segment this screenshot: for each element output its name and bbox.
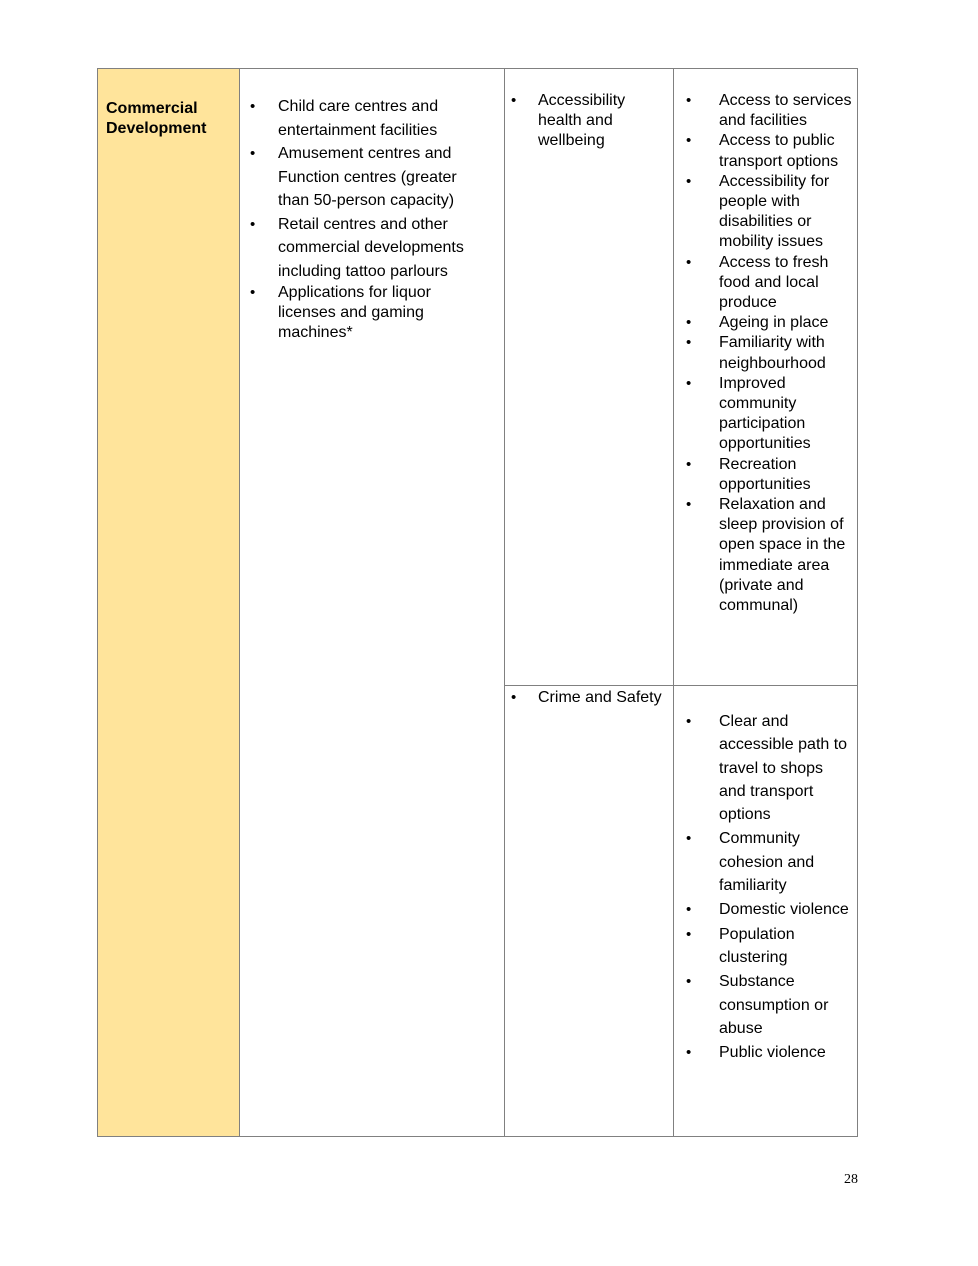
theme-list	[505, 686, 673, 708]
theme-list	[505, 69, 673, 151]
list-item: • Child care centres and entertainment facilities	[278, 95, 490, 142]
list-item: • Access to services and facilities	[719, 91, 853, 131]
list-item: • Access to public transport options	[719, 131, 853, 171]
theme-cell	[505, 69, 674, 686]
details-cell	[674, 686, 858, 1137]
list-item: • Accessibility for people with disabilities or mobility issues	[719, 172, 853, 253]
table-row	[98, 69, 858, 686]
list-item: • Relaxation and sleep provision of open space in the immediate area (private and communal)	[719, 495, 853, 616]
examples-cell	[240, 69, 505, 1137]
list-item: • Domestic violence	[719, 898, 853, 921]
list-item: • Community cohesion and familiarity	[719, 827, 853, 897]
page-number: 28	[844, 1172, 858, 1187]
list-item: • Clear and accessible path to travel to shops and transport options	[719, 710, 853, 826]
list-item: • Ageing in place	[719, 313, 853, 333]
category-label: Commercial Development	[106, 100, 207, 137]
list-item: • Applications for liquor licenses and gaming machines*	[278, 283, 490, 343]
list-item: • Recreation opportunities	[719, 455, 853, 495]
impact-assessment-table	[97, 68, 858, 1137]
category-cell	[98, 69, 240, 1137]
details-cell	[674, 69, 858, 686]
details-list	[674, 69, 857, 616]
list-item: • Retail centres and other commercial developments including tattoo parlours	[278, 213, 490, 284]
list-item: • Amusement centres and Function centres (greater than 50-person capacity)	[278, 142, 490, 213]
theme-cell	[505, 686, 674, 1137]
list-item: • Population clustering	[719, 923, 853, 970]
list-item: • Improved community participation opportunities	[719, 374, 853, 455]
theme-label: • Crime and Safety	[538, 688, 665, 708]
details-list	[674, 686, 857, 1064]
examples-list	[240, 69, 504, 343]
list-item: • Substance consumption or abuse	[719, 970, 853, 1040]
list-item: • Public violence	[719, 1041, 853, 1064]
list-item: • Access to fresh food and local produce	[719, 253, 853, 314]
theme-label: • Accessibility health and wellbeing	[538, 91, 665, 151]
list-item: • Familiarity with neighbourhood	[719, 333, 853, 373]
